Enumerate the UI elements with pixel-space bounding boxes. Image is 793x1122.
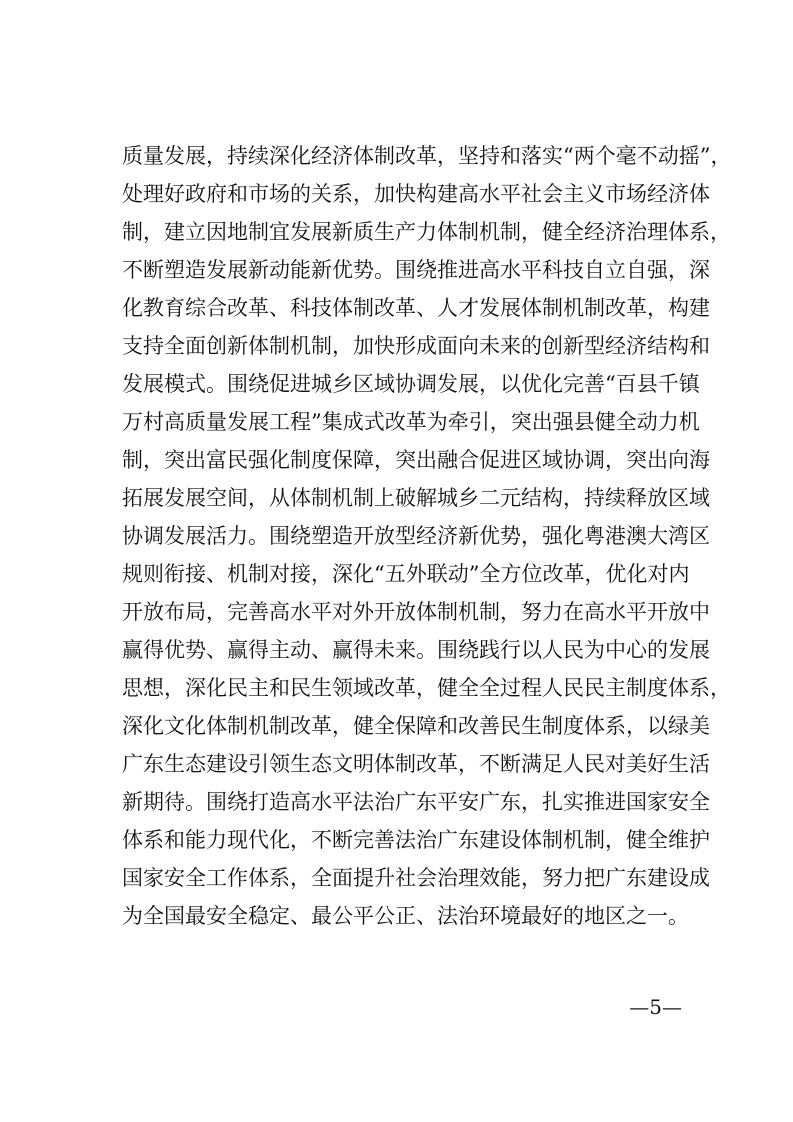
text-line: 广东生态建设引领生态文明体制改革，不断满足人民对美好生活 xyxy=(122,752,710,776)
text-line: 支持全面创新体制机制，加快形成面向未来的创新型经济结构和 xyxy=(122,334,710,358)
text-line: 国家安全工作体系，全面提升社会治理效能，努力把广东建设成 xyxy=(122,866,710,890)
text-line-last: 为全国最安全稳定、最公平公正、法治环境最好的地区之一。 xyxy=(122,904,689,928)
text-line: 协调发展活力。围绕塑造开放型经济新优势，强化粤港澳大湾区 xyxy=(122,524,710,548)
text-line: 深化文化体制机制改革，健全保障和改善民生制度体系，以绿美 xyxy=(122,714,710,738)
text-line: 拓展发展空间，从体制机制上破解城乡二元结构，持续释放区域 xyxy=(122,486,710,510)
text-line: 制，建立因地制宜发展新质生产力体制机制，健全经济治理体系， xyxy=(122,220,731,244)
text-line: 新期待。围绕打造高水平法治广东平安广东，扎实推进国家安全 xyxy=(122,790,710,814)
text-line: 不断塑造发展新动能新优势。围绕推进高水平科技自立自强，深 xyxy=(122,258,710,282)
page-number: —5— xyxy=(629,995,682,1019)
text-line: 发展模式。围绕促进城乡区域协调发展，以优化完善“百县千镇 xyxy=(122,372,700,396)
text-line: 规则衔接、机制对接，深化“五外联动”全方位改革，优化对内 xyxy=(122,562,690,586)
text-line: 万村高质量发展工程”集成式改革为牵引，突出强县健全动力机 xyxy=(122,410,700,434)
text-line: 思想，深化民主和民生领域改革，健全全过程人民民主制度体系， xyxy=(122,676,731,700)
text-line: 制，突出富民强化制度保障，突出融合促进区域协调，突出向海 xyxy=(122,448,710,472)
text-line: 处理好政府和市场的关系，加快构建高水平社会主义市场经济体 xyxy=(122,182,710,206)
text-line: 化教育综合改革、科技体制改革、人才发展体制机制改革，构建 xyxy=(122,296,710,320)
text-line: 开放布局，完善高水平对外开放体制机制，努力在高水平开放中 xyxy=(122,600,710,624)
text-line: 质量发展，持续深化经济体制改革，坚持和落实“两个毫不动摇”， xyxy=(122,144,732,168)
text-line: 赢得优势、赢得主动、赢得未来。围绕践行以人民为中心的发展 xyxy=(122,638,710,662)
text-line: 体系和能力现代化，不断完善法治广东建设体制机制，健全维护 xyxy=(122,828,710,852)
